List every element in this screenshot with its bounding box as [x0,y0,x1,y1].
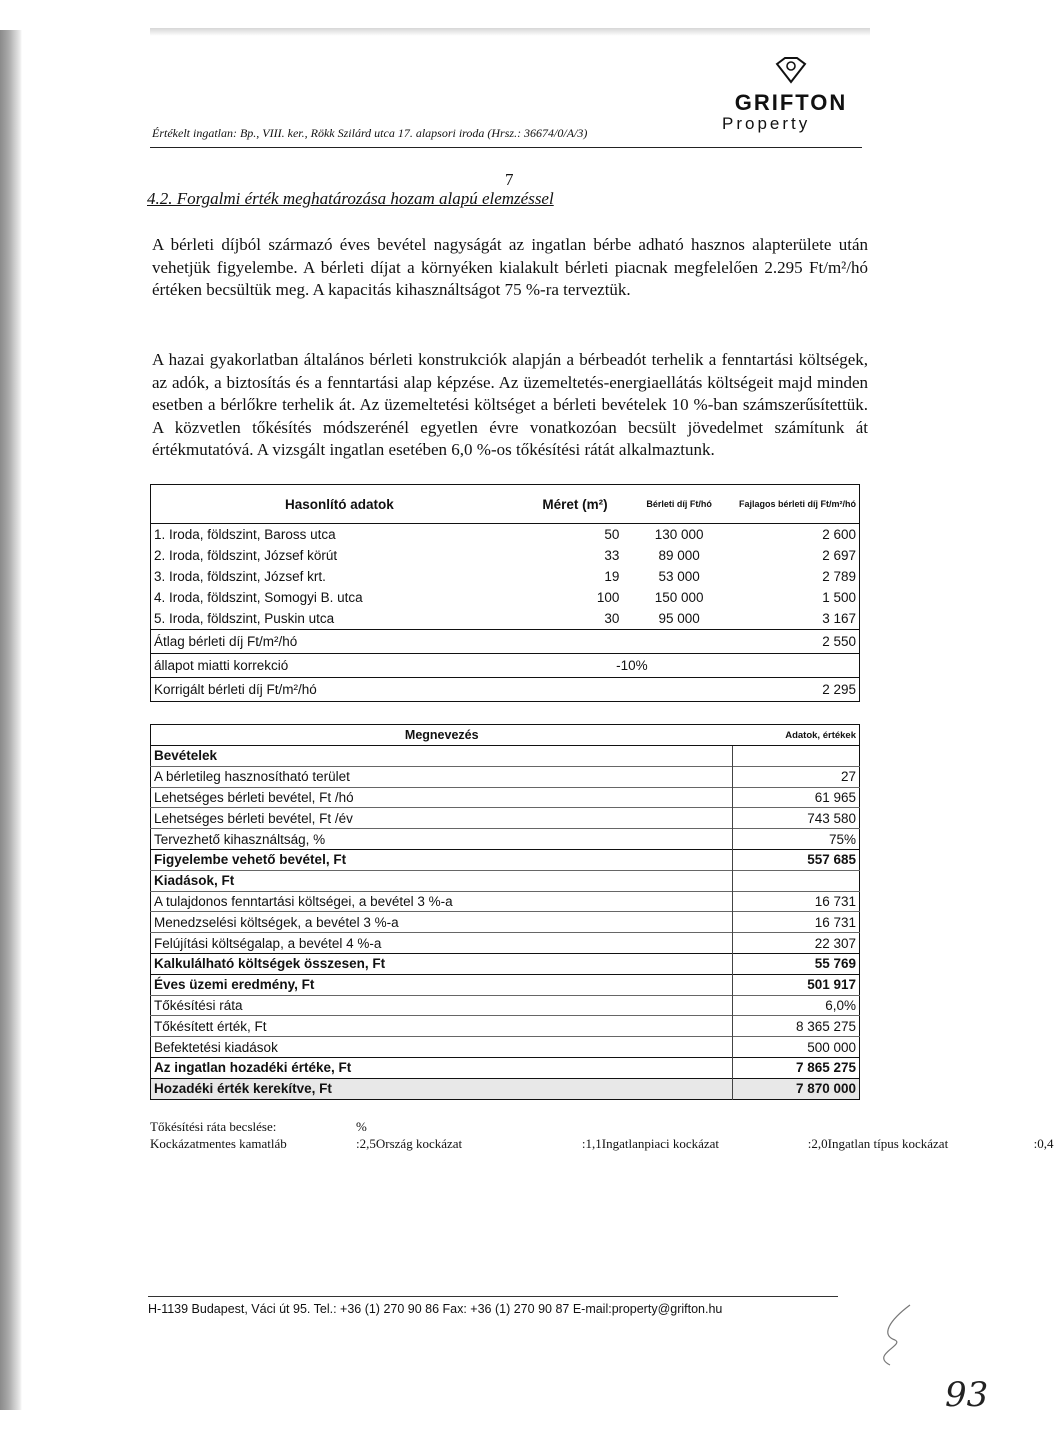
calc-value: 27 [733,766,860,787]
header-reference: Értékelt ingatlan: Bp., VIII. ker., Rökk Szilárd utca 17. alapsori iroda (Hrsz.: 36674/0/A/3) [152,126,588,140]
comparable-size: 33 [604,548,620,563]
comparable-size: 100 [596,590,620,605]
average-rent-value: 2 550 [736,630,860,654]
col-size: Méret (m²) [528,485,623,524]
calc-label: Lehetséges bérleti bevétel, Ft /hó [151,787,733,808]
comparable-rent: 150 000 [654,590,704,605]
comparable-row [151,545,860,566]
calc-value: 16 731 [733,891,860,912]
page-number: 7 [505,170,514,189]
calc-header [151,725,860,746]
calc-row [151,849,860,870]
calc-row [151,933,860,954]
comparables-header [151,485,860,524]
calc-label: Felújítási költségalap, a bevétel 4 %-a [151,933,733,954]
risk-title-row [150,1118,1054,1135]
calc-value: 8 365 275 [733,1016,860,1037]
calc-value: 6,0% [733,995,860,1016]
adjusted-rent-value: 2 295 [736,678,860,702]
calc-label: Befektetési kiadások [151,1037,733,1058]
calc-row [151,766,860,787]
comparable-unit-rent: 2 697 [822,548,856,563]
scan-shadow [0,30,22,1410]
comparable-unit-rent: 1 500 [822,590,856,605]
footer-contact: H-1139 Budapest, Váci út 95. Tel.: +36 (1) 270 90 86 Fax: +36 (1) 270 90 87 E-mail:property@grifton.hu [148,1302,723,1316]
calc-value: 500 000 [733,1037,860,1058]
calc-value: 743 580 [733,808,860,829]
comparable-rent: 53 000 [658,569,700,584]
logo-sub: Property [722,114,811,133]
risk-title: Tőkésítési ráta becslése: [150,1119,277,1134]
calc-value: 55 769 [733,953,860,974]
footer-rule [148,1296,838,1297]
calc-row [151,1016,860,1037]
scan-top-shadow [150,28,870,36]
comparable-name: 5. Iroda, földszint, Puskin utca [154,611,335,626]
calc-label: Kiadások, Ft [151,870,733,891]
comparable-size: 19 [604,569,620,584]
paragraph-costs: A hazai gyakorlatban általános bérleti konstrukciók alapján a bérbeadót terhelik a fenntartási költségek, az adók, a biztosítás és a fenntartási alap képzése. Az üzemeltetés-energiaellátás költségeit majd minden esetben a bérlőkre terhelik át. Az üzemeltetési költséget a bérleti bevételek 10 %-ban számszerűsítettük. A közvetlen tőkésítés módszerénél egyetlen évre vonatkozóan becsült jövedelmet számítunk át értékmutatóvá. A vizsgált ingatlan esetében 6,0 %-os tőkésítési rátát alkalmaztunk. [152,350,868,459]
risk-value: :2,5 [356,1136,376,1151]
calc-value: 557 685 [733,849,860,870]
adjusted-rent-label: Korrigált bérleti díj Ft/m²/hó [151,678,528,702]
adjusted-rent-row [151,678,860,702]
condition-correction-label: állapot miatti korrekció [151,654,528,678]
logo-name: GRIFTON [734,90,848,115]
calc-label: Lehetséges bérleti bevétel, Ft /év [151,808,733,829]
calc-row [151,1037,860,1058]
calc-label: Hozadéki érték kerekítve, Ft [151,1078,733,1099]
calc-label: Tervezhető kihasználtság, % [151,829,733,850]
comparable-row [151,524,860,546]
calc-value [733,746,860,767]
handwritten-page-number: 93 [945,1375,989,1415]
comparable-size: 30 [604,611,620,626]
calc-row [151,746,860,767]
risk-value: :2,0 [807,1136,828,1151]
comparable-unit-rent: 2 789 [822,569,856,584]
average-rent-row [151,630,860,654]
calc-value: 16 731 [733,912,860,933]
section-title: 4.2. Forgalmi érték meghatározása hozam alapú elemzéssel [147,189,554,208]
paragraph-rent: A bérleti díjból származó éves bevétel nagyságát az ingatlan bérbe adható hasznos alapterülete után vehetjük figyelembe. A bérleti díjat a környéken kialakult bérleti piacnak megfelelően 2.295 Ft/m²/hó értéken becsültük meg. A kapacitás kihasználtságot 75 %-ra terveztük. [152,235,868,299]
col-unit-rent: Fajlagos bérleti díj Ft/m²/hó [736,485,860,524]
calc-value: 7 870 000 [733,1078,860,1099]
calc-row [151,912,860,933]
calc-row [151,808,860,829]
calc-value: 22 307 [733,933,860,954]
comparable-name: 3. Iroda, földszint, József krt. [154,569,326,584]
calc-label: Tőkésítési ráta [151,995,733,1016]
average-rent-label: Átlag bérleti díj Ft/m²/hó [151,630,528,654]
condition-correction-value: -10% [528,654,736,678]
risk-value: :0,4 [1033,1136,1054,1151]
comparable-row [151,608,860,630]
calc-row [151,995,860,1016]
col-comparables: Hasonlító adatok [151,485,528,524]
calc-row [151,974,860,995]
col-values: Adatok, értékek [733,725,860,746]
comparable-unit-rent: 2 600 [822,527,856,542]
handwritten-mark-icon [860,1300,930,1370]
comparable-row [151,566,860,587]
calc-row [151,953,860,974]
calc-label: Éves üzemi eredmény, Ft [151,974,733,995]
calc-label: A bérletileg hasznosítható terület [151,766,733,787]
calc-row [151,1057,860,1078]
comparables-table [150,484,860,702]
risk-item [828,1135,1054,1152]
calc-label: Menedzselési költségek, a bevétel 3 %-a [151,912,733,933]
calc-value: 61 965 [733,787,860,808]
condition-correction-row [151,654,860,678]
calc-label: Az ingatlan hozadéki értéke, Ft [151,1057,733,1078]
comparable-rent: 89 000 [658,548,700,563]
calc-row [151,1078,860,1099]
risk-label: Ingatlan típus kockázat [827,1136,949,1151]
calc-label: Kalkulálható költségek összesen, Ft [151,953,733,974]
calc-row [151,829,860,850]
income-calculation-table [150,724,860,1100]
calc-row [151,787,860,808]
calc-row [151,870,860,891]
calc-value: 75% [733,829,860,850]
risk-title-unit: % [356,1119,367,1134]
risk-item [150,1135,376,1152]
calc-label: A tulajdonos fenntartási költségei, a bevétel 3 %-a [151,891,733,912]
comparable-unit-rent: 3 167 [822,611,856,626]
risk-label: Ország kockázat [375,1136,463,1151]
grifton-diamond-logo-icon [771,56,811,86]
calc-label: Tőkésített érték, Ft [151,1016,733,1037]
risk-label: Kockázatmentes kamatláb [150,1136,287,1151]
comparable-row [151,587,860,608]
calc-row [151,891,860,912]
col-rent: Bérleti díj Ft/hó [622,485,736,524]
comparable-name: 2. Iroda, földszint, József körút [154,548,338,563]
calc-label: Bevételek [151,746,733,767]
risk-item [376,1135,602,1152]
comparable-rent: 130 000 [654,527,704,542]
calc-label: Figyelembe vehető bevétel, Ft [151,849,733,870]
risk-item [602,1135,828,1152]
comparable-size: 50 [604,527,620,542]
risk-value: :1,1 [581,1136,602,1151]
col-name: Megnevezés [151,725,733,746]
company-logo [716,56,866,134]
comparable-name: 1. Iroda, földszint, Baross utca [154,527,336,542]
comparable-rent: 95 000 [658,611,700,626]
calc-value: 501 917 [733,974,860,995]
comparable-name: 4. Iroda, földszint, Somogyi B. utca [154,590,363,605]
cap-rate-estimate [150,1118,1054,1152]
calc-value [733,870,860,891]
header-rule [150,147,862,148]
calc-value: 7 865 275 [733,1057,860,1078]
risk-label: Ingatlanpiaci kockázat [601,1136,720,1151]
